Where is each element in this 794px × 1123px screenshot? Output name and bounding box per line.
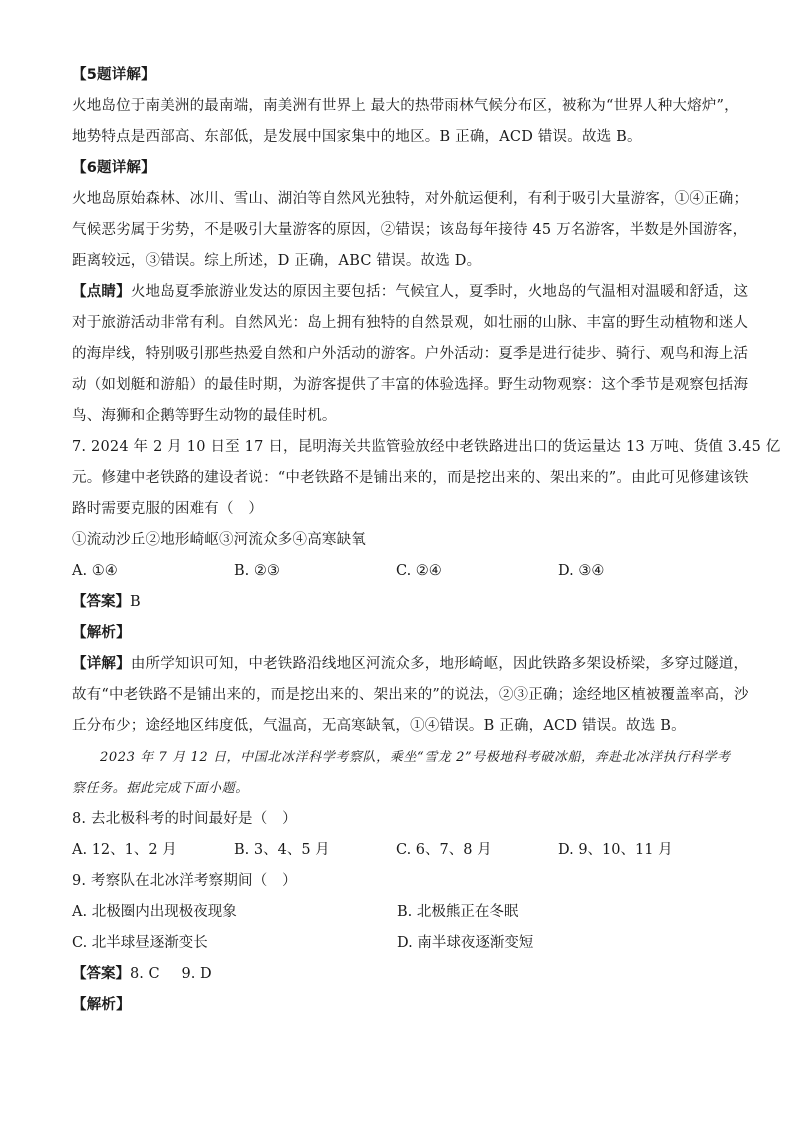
q7-option-b: B. ②③ <box>234 563 280 579</box>
dianjing-text-1: 火地岛夏季旅游业发达的原因主要包括：气候宜人，夏季时，火地岛的气温相对温暖和舒适，这 <box>130 284 749 300</box>
q8-option-c: C. 6、7、8 月 <box>396 842 492 858</box>
q7-analysis-label: 【解析】 <box>72 625 131 641</box>
q7-stem-2: 元。修建中老铁路的建设者说：“中老铁路不是铺出来的，而是挖出来的、架出来的”。由此可见修建该铁 <box>72 470 749 486</box>
dianjing-line-2: 对于旅游活动非常有利。自然风光：岛上拥有独特的自然景观，如壮丽的山脉、丰富的野生动植物和迷人 <box>72 315 749 331</box>
q6-line-1: 火地岛原始森林、冰川、雪山、湖泊等自然风光独特，对外航运便利，有利于吸引大量游客，①④正确； <box>72 191 749 207</box>
q8-option-a: A. 12、1、2 月 <box>72 842 177 858</box>
q7-detail-text-1: 由所学知识可知，中老铁路沿线地区河流众多，地形崎岖，因此铁路多架设桥梁，多穿过隧道， <box>130 656 749 672</box>
q9-option-b: B. 北极熊正在冬眠 <box>397 904 519 920</box>
q7-detail-line-2: 故有“中老铁路不是铺出来的，而是挖出来的、架出来的”的说法，②③正确；途经地区植被覆盖率高，沙 <box>72 687 749 703</box>
q7-detail-line-3: 丘分布少；途经地区纬度低，气温高，无高寒缺氧，①④错误。B 正确，ACD 错误。故选 B。 <box>72 718 686 734</box>
q7-options <box>72 556 722 587</box>
answers-8-9 <box>72 959 722 990</box>
q8-options <box>72 835 722 866</box>
q9-options-row-1 <box>72 897 722 928</box>
q7-option-a: A. ①④ <box>72 563 118 579</box>
q7-answer <box>72 587 722 618</box>
dianjing-line-3: 的海岸线，特别吸引那些热爱自然和户外活动的游客。户外活动：夏季是进行徒步、骑行、观鸟和海上活 <box>72 346 749 362</box>
answer-8: 8. C <box>130 966 160 982</box>
q9-stem: 9. 考察队在北冰洋考察期间（ ） <box>72 873 297 889</box>
q7-stem-1: 7. 2024 年 2 月 10 日至 17 日，昆明海关共监管验放经中老铁路进出口的货运量达 13 万吨、货值 3.45 亿 <box>72 439 781 455</box>
passage-line-2: 察任务。据此完成下面小题。 <box>72 781 249 796</box>
dianjing-header: 【点睛】 <box>72 284 131 300</box>
q6-header: 【6题详解】 <box>72 160 156 176</box>
q9-option-c: C. 北半球昼逐渐变长 <box>72 935 208 951</box>
q7-option-c: C. ②④ <box>396 563 442 579</box>
dianjing-line-5: 鸟、海狮和企鹅等野生动物的最佳时机。 <box>72 408 337 424</box>
q9-options-row-2 <box>72 928 722 959</box>
document-page <box>72 60 781 1021</box>
dianjing-line-4: 动（如划艇和游船）的最佳时期，为游客提供了丰富的体验选择。野生动物观察：这个季节是观察包括海 <box>72 377 749 393</box>
q6-line-2: 气候恶劣属于劣势，不是吸引大量游客的原因，②错误；该岛每年接待 45 万名游客，半数是外国游客， <box>72 222 748 238</box>
q7-detail-header: 【详解】 <box>72 656 131 672</box>
q5-header: 【5题详解】 <box>72 67 156 83</box>
q7-answer-label: 【答案】 <box>72 594 130 610</box>
q6-line-3: 距离较远，③错误。综上所述，D 正确，ABC 错误。故选 D。 <box>72 253 482 269</box>
q7-detail-line-1 <box>72 649 749 680</box>
answers-8-9-label: 【答案】 <box>72 966 130 982</box>
q9-option-d: D. 南半球夜逐渐变短 <box>397 935 534 951</box>
analysis-8-9-label: 【解析】 <box>72 997 131 1013</box>
q7-items: ①流动沙丘②地形崎岖③河流众多④高寒缺氧 <box>72 532 366 548</box>
answer-9: 9. D <box>181 966 212 982</box>
q8-option-b: B. 3、4、5 月 <box>234 842 330 858</box>
q9-option-a: A. 北极圈内出现极夜现象 <box>72 904 237 920</box>
q8-option-d: D. 9、10、11 月 <box>558 842 673 858</box>
q7-option-d: D. ③④ <box>558 563 605 579</box>
passage-line-1: 2023 年 7 月 12 日，中国北冰洋科学考察队，乘坐“雪龙 2”号极地科考破冰船，奔赴北冰洋执行科学考 <box>100 750 731 765</box>
dianjing-line-1 <box>72 277 749 308</box>
q5-line-2: 地势特点是西部高、东部低，是发展中国家集中的地区。B 正确，ACD 错误。故选 B。 <box>72 129 642 145</box>
q5-line-1: 火地岛位于南美洲的最南端，南美洲有世界上 最大的热带雨林气候分布区，被称为“世界人种大熔炉”， <box>72 98 739 114</box>
q7-stem-3: 路时需要克服的困难有（ ） <box>72 501 264 517</box>
q8-stem: 8. 去北极科考的时间最好是（ ） <box>72 811 297 827</box>
q7-answer-value: B <box>130 594 141 610</box>
